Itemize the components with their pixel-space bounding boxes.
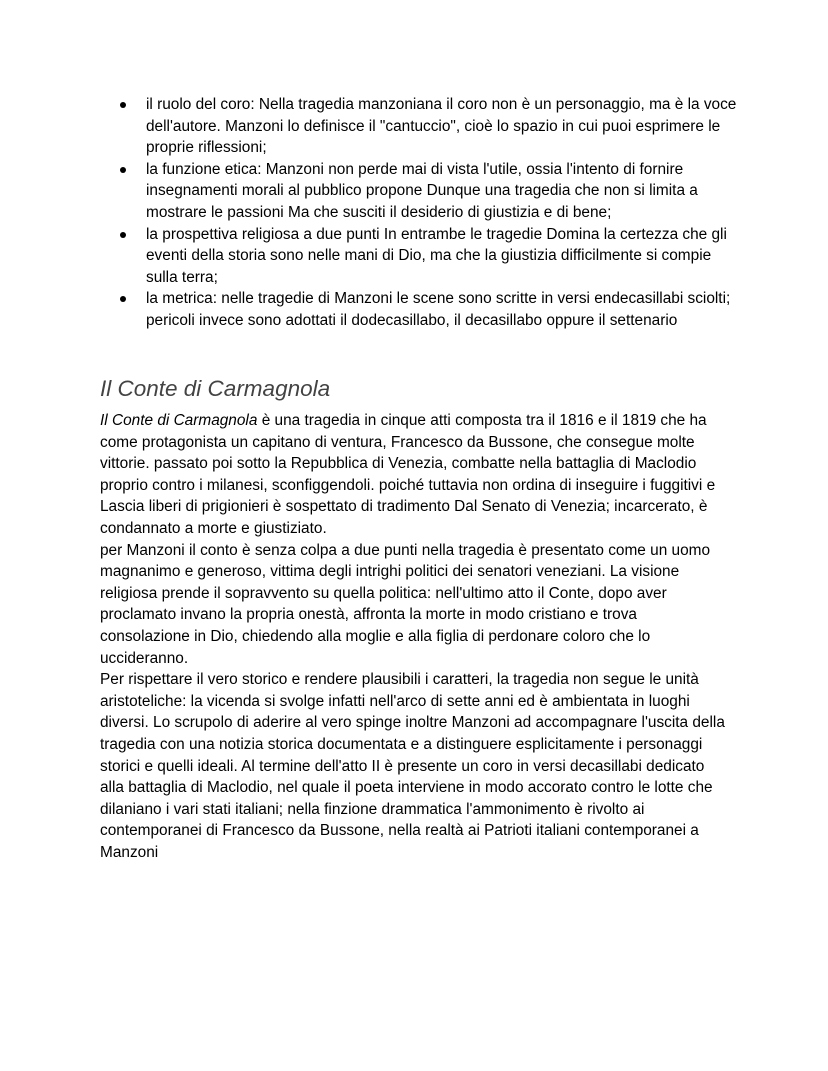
- bullet-list: [118, 94, 738, 332]
- list-item-text: la prospettiva religiosa a due punti In entrambe le tragedie Domina la certezza che gli eventi della storia sono nelle mani di Dio, ma che la giustizia difficilmente si compie sulla terra;: [146, 225, 727, 286]
- list-item-text: la metrica: nelle tragedie di Manzoni le scene sono scritte in versi endecasillabi sciolti; pericoli invece sono adottati il dodecasillabo, il decasillabo oppure il settenario: [146, 290, 731, 329]
- paragraph-1: [100, 410, 730, 540]
- list-item-text: il ruolo del coro: Nella tragedia manzoniana il coro non è un personaggio, ma è la voce dell'autore. Manzoni lo definisce il "cantuccio", cioè lo spazio in cui puoi esprimere le proprie riflessioni;: [146, 96, 737, 157]
- list-item-text: la funzione etica: Manzoni non perde mai di vista l'utile, ossia l'intento di fornire insegnamenti morali al pubblico propone Dunque una tragedia che non si limita a mostrare le passioni Ma che susciti il desiderio di giustizia e di bene;: [146, 160, 698, 221]
- work-title: Il Conte di Carmagnola: [100, 412, 258, 429]
- bullet-icon: [120, 296, 126, 302]
- bullet-icon: [120, 102, 126, 108]
- list-item: [118, 288, 738, 331]
- bullet-icon: [120, 167, 126, 173]
- list-item: [118, 159, 738, 224]
- paragraph-2: per Manzoni il conto è senza colpa a due punti nella tragedia è presentato come un uomo magnanimo e generoso, vittima degli intrighi politici dei senatori veneziani. La visione religiosa prende il sopravvento su quella politica: nell'ultimo atto il Conte, dopo aver proclamato invano la propria onestà, affronta la morte in modo cristiano e trova consolazione in Dio, chiedendo alla moglie e alla figlia di perdonare coloro che lo uccideranno.: [100, 541, 711, 667]
- list-item: [118, 94, 738, 159]
- paragraph-1-text: è una tragedia in cinque atti composta tra il 1816 e il 1819 che ha come protagonista un capitano di ventura, Francesco da Bussone, che consegue molte vittorie. passato poi sotto la Repubblica di Venezia, combatte nella battaglia di Maclodio proprio contro i milanesi, sconfiggendoli. poiché tuttavia non ordina di inseguire i fuggitivi e Lascia liberi di prigionieri è sospettato di tradimento Dal Senato di Venezia; incarcerato, è condannato a morte e giustiziato.: [100, 412, 716, 537]
- bullet-icon: [120, 232, 126, 238]
- section-body: [100, 410, 730, 863]
- list-item: [118, 224, 738, 289]
- paragraph-3: Per rispettare il vero storico e rendere plausibili i caratteri, la tragedia non segue le unità aristoteliche: la vicenda si svolge infatti nell'arco di sette anni ed è ambientata in luoghi diversi. Lo scrupolo di aderire al vero spinge inoltre Manzoni ad accompagnare l'uscita della tragedia con una notizia storica documentata e a distinguere esplicitamente i personaggi storici e quelli ideali. Al termine dell'atto II è presente un coro in versi decasillabi dedicato alla battaglia di Maclodio, nel quale il poeta interviene in modo accorato contro le lotte che dilaniano i vari stati italiani; nella finzione drammatica l'ammonimento è rivolto ai contemporanei di Francesco da Bussone, nella realtà ai Patrioti italiani contemporanei a Manzoni: [100, 671, 725, 861]
- section-heading: Il Conte di Carmagnola: [100, 376, 331, 401]
